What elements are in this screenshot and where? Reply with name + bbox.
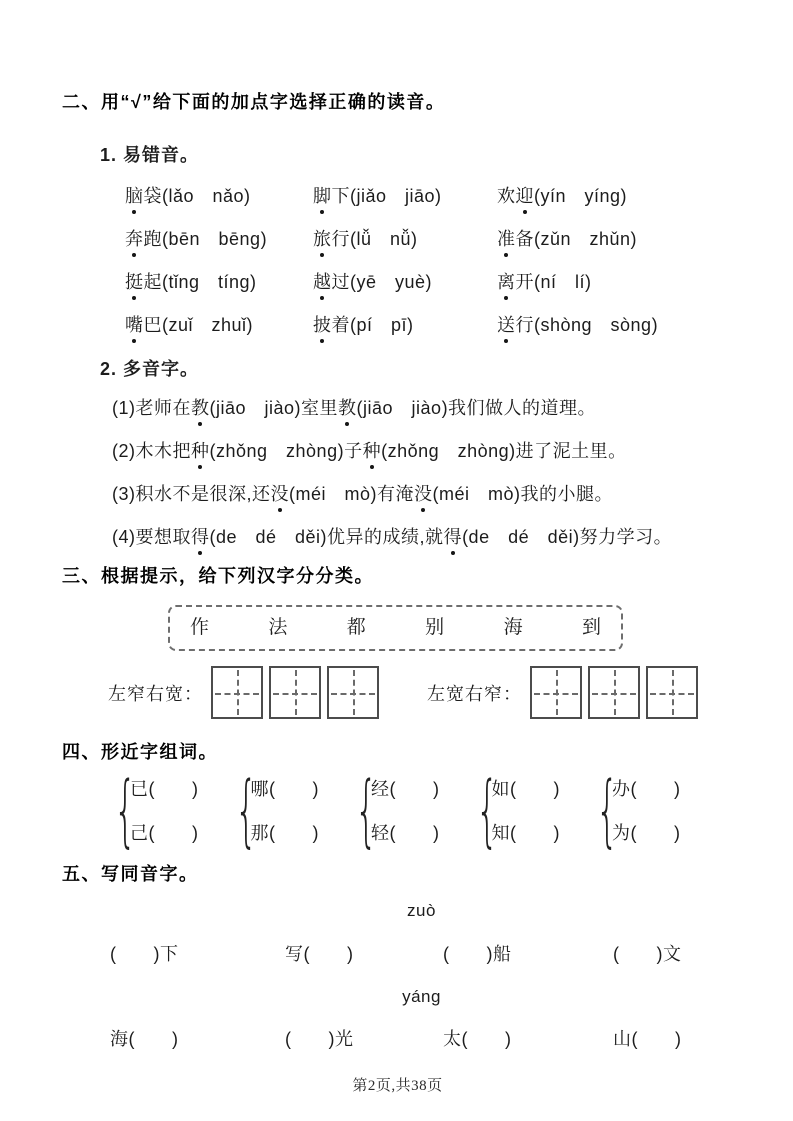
similar-char-group — [349, 772, 440, 850]
similar-char-group — [470, 772, 561, 850]
word-blank: 办( ) — [612, 779, 681, 799]
word-item — [125, 228, 313, 250]
bank-char: 作 — [190, 617, 210, 638]
dotted-char: 教 — [191, 398, 210, 418]
word-pre: 欢 — [497, 186, 516, 206]
word-rest: 下(jiǎo jiāo) — [331, 186, 442, 206]
word-blank: 轻( ) — [371, 823, 440, 843]
bank-char: 到 — [581, 617, 601, 638]
dotted-char: 没 — [270, 484, 289, 504]
classification-row — [108, 666, 733, 719]
word-item — [125, 271, 313, 293]
homophone-blank: 山( ) — [613, 1029, 682, 1049]
word-rest: 着(pí pī) — [331, 315, 414, 335]
section-5-heading: 五、写同音字。 — [62, 864, 199, 884]
section-2-sub-2: 2. 多音字。 — [100, 359, 200, 379]
label-wide-narrow: 左宽右窄： — [427, 683, 522, 704]
section-2-sub-1: 1. 易错音。 — [100, 145, 200, 165]
word-rest: 过(yē yuè) — [331, 272, 433, 292]
homophone-row — [62, 943, 733, 965]
word-blank: 为( ) — [612, 823, 681, 843]
dotted-char: 挺 — [125, 272, 144, 292]
pinyin-word-row — [62, 271, 733, 293]
sentence-part: (4)要想取 — [112, 527, 191, 547]
word-blank: 己( ) — [130, 823, 199, 843]
word-blank: 知( ) — [491, 823, 560, 843]
similar-char-group — [229, 772, 320, 850]
sentence-part: (2)木木把 — [112, 441, 191, 461]
dotted-char: 送 — [497, 315, 516, 335]
word-item — [313, 228, 497, 250]
homophone-blank: 写( ) — [285, 944, 354, 964]
similar-char-group — [108, 772, 199, 850]
sentence-part: (méi mò)有淹 — [289, 484, 414, 504]
word-item — [497, 185, 733, 207]
sentence-part: (1)老师在 — [112, 398, 191, 418]
polyphone-sentence — [62, 526, 733, 548]
word-rest: (yín yíng) — [534, 186, 628, 206]
dotted-char: 脑 — [125, 186, 144, 206]
dotted-char: 教 — [338, 398, 357, 418]
section-3-heading: 三、根据提示，给下列汉字分分类。 — [62, 566, 374, 586]
word-item — [497, 271, 733, 293]
sentence-part: (jiāo jiào)室里 — [209, 398, 339, 418]
label-narrow-wide: 左窄右宽： — [108, 683, 203, 704]
word-blank: 已( ) — [130, 779, 199, 799]
brace-icon — [355, 772, 365, 850]
word-item — [313, 271, 497, 293]
sentence-part: (jiāo jiào)我们做人的道理。 — [356, 398, 597, 418]
homophone-blank: 太( ) — [443, 1029, 512, 1049]
dotted-char: 旅 — [313, 229, 332, 249]
homophone-blank: ( )下 — [110, 944, 179, 964]
brace-icon — [235, 772, 245, 850]
brace-icon — [476, 772, 486, 850]
dotted-char: 越 — [313, 272, 332, 292]
homophone-blank: 海( ) — [110, 1029, 179, 1049]
writing-grid-box — [588, 666, 640, 719]
page-number-footer: 第2页,共38页 — [352, 1078, 443, 1094]
dotted-char: 没 — [414, 484, 433, 504]
sentence-part: (3)积水不是很深,还 — [112, 484, 271, 504]
pinyin-word-row — [62, 185, 733, 207]
writing-grid-box — [646, 666, 698, 719]
word-rest: 备(zǔn zhǔn) — [515, 229, 638, 249]
pinyin-word-row — [62, 314, 733, 336]
brace-icon — [596, 772, 606, 850]
sentence-part: (zhǒng zhòng)进了泥土里。 — [381, 441, 627, 461]
writing-grid-box — [269, 666, 321, 719]
brace-icon — [114, 772, 124, 850]
word-rest: 开(ní lí) — [515, 272, 592, 292]
dotted-char: 脚 — [313, 186, 332, 206]
similar-char-groups — [108, 772, 733, 850]
word-item — [313, 314, 497, 336]
word-blank: 经( ) — [371, 779, 440, 799]
word-item — [497, 314, 733, 336]
sentence-part: (de dé děi)优异的成绩,就 — [209, 527, 444, 547]
word-item — [313, 185, 497, 207]
word-item — [125, 314, 313, 336]
polyphone-sentence — [62, 440, 733, 462]
dotted-char: 种 — [362, 441, 382, 461]
writing-grid-box — [530, 666, 582, 719]
word-rest: 袋(lǎo nǎo) — [143, 186, 251, 206]
writing-grid-box — [327, 666, 379, 719]
pinyin-word-row — [62, 228, 733, 250]
homophone-blank: ( )光 — [285, 1029, 354, 1049]
dotted-char: 得 — [443, 527, 463, 547]
word-item — [125, 185, 313, 207]
dotted-char: 种 — [191, 441, 210, 461]
word-blank: 哪( ) — [250, 779, 319, 799]
dotted-char: 嘴 — [125, 315, 144, 335]
dotted-char: 迎 — [515, 186, 534, 206]
word-rest: 行(shòng sòng) — [515, 315, 659, 335]
sentence-part: (de dé děi)努力学习。 — [462, 527, 673, 547]
word-rest: 行(lǚ nǚ) — [331, 229, 418, 249]
dotted-char: 披 — [313, 315, 332, 335]
bank-char: 都 — [346, 617, 366, 638]
homophone-pinyin: zuò — [407, 901, 436, 920]
writing-grid-box — [211, 666, 263, 719]
section-2-heading: 二、用“√”给下面的加点字选择正确的读音。 — [62, 92, 446, 112]
polyphone-sentence — [62, 397, 733, 419]
dotted-char: 奔 — [125, 229, 144, 249]
word-blank: 那( ) — [250, 823, 319, 843]
homophone-pinyin: yáng — [402, 987, 441, 1006]
homophone-blank: ( )船 — [443, 944, 512, 964]
word-rest: 巴(zuǐ zhuǐ) — [143, 315, 254, 335]
sentence-part: (méi mò)我的小腿。 — [432, 484, 613, 504]
dotted-char: 离 — [497, 272, 516, 292]
bank-char: 别 — [425, 617, 445, 638]
homophone-row — [62, 1028, 733, 1050]
word-blank: 如( ) — [491, 779, 560, 799]
word-item — [497, 228, 733, 250]
bank-char: 法 — [268, 617, 288, 638]
homophone-blank: ( )文 — [613, 944, 682, 964]
bank-char: 海 — [503, 617, 523, 638]
section-4-heading: 四、形近字组词。 — [62, 742, 218, 762]
similar-char-group — [590, 772, 681, 850]
character-bank-box — [168, 605, 623, 651]
dotted-char: 准 — [497, 229, 516, 249]
sentence-part: (zhǒng zhòng)子 — [209, 441, 363, 461]
word-rest: 跑(bēn bēng) — [143, 229, 268, 249]
word-rest: 起(tǐng tíng) — [143, 272, 257, 292]
dotted-char: 得 — [191, 527, 210, 547]
polyphone-sentence — [62, 483, 733, 505]
